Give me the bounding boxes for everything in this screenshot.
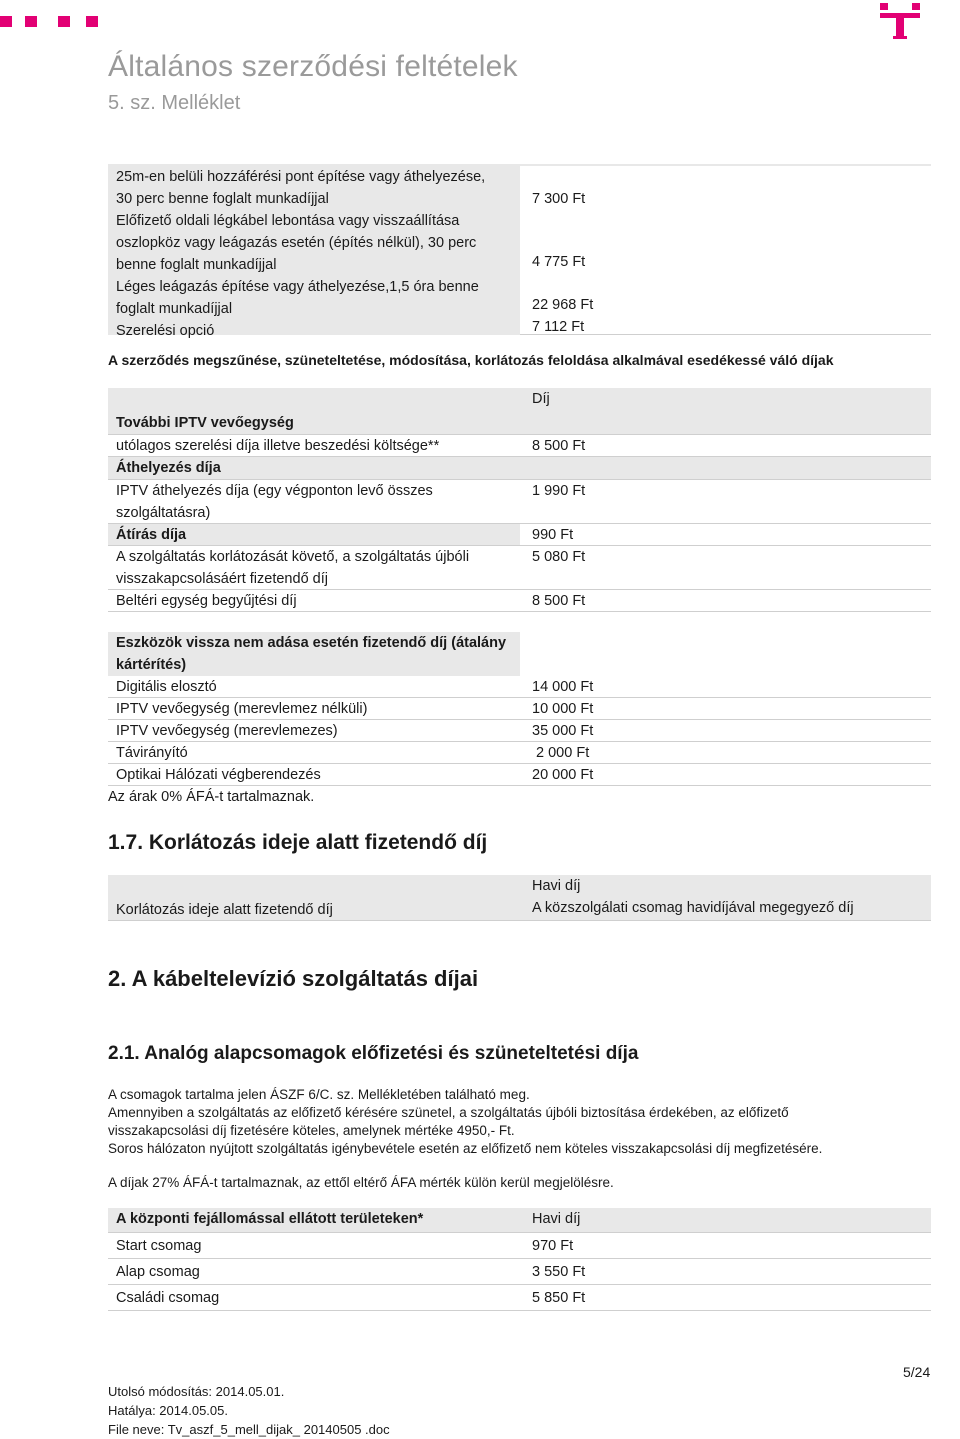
section-1-7-heading: 1.7. Korlátozás ideje alatt fizetendő díj — [108, 831, 488, 854]
document-subtitle: 5. sz. Melléklet — [108, 92, 241, 114]
package-name: Alap csomag — [116, 1264, 200, 1280]
installation-fees-table — [108, 164, 931, 339]
vat-paragraph: A díjak 27% ÁFÁ-t tartalmaznak, az ettől eltérő ÁFA mérték külön kerül megjelölésre. — [108, 1175, 614, 1190]
price: 5 080 Ft — [532, 549, 586, 565]
page-number: 5/24 — [903, 1364, 931, 1380]
device-name: IPTV vevőegység (merevlemez nélküli) — [116, 701, 368, 717]
vat-note: Az árak 0% ÁFÁ-t tartalmaznak. — [108, 789, 315, 805]
price: 4 775 Ft — [532, 254, 586, 270]
row-label: Áthelyezés díja — [116, 460, 221, 476]
column-header-fee: Díj — [532, 391, 550, 407]
brand-dot — [25, 16, 37, 27]
text-line: benne foglalt munkadíjjal — [116, 257, 277, 273]
text-line: Soros hálózaton nyújtott szolgáltatás igénybevétele esetén az előfizető nem köteles visszakapcsolási díj megfizetésére. — [108, 1141, 823, 1156]
price: 990 Ft — [520, 524, 931, 545]
device-name: IPTV vevőegység (merevlemezes) — [116, 723, 338, 739]
row-label: szolgáltatásra) — [116, 505, 211, 521]
text-line: Előfizető oldali légkábel lebontása vagy visszaállítása — [116, 213, 460, 229]
row-label: További IPTV vevőegység — [116, 415, 294, 431]
section-2-heading: 2. A kábeltelevízió szolgáltatás díjai — [108, 966, 479, 991]
price: 20 000 Ft — [532, 767, 594, 783]
price: 2 000 Ft — [532, 745, 590, 761]
fees-section-heading: A szerződés megszűnése, szüneteltetése, módosítása, korlátozás feloldása alkalmával esedékessé váló díjak — [108, 352, 834, 368]
price: 970 Ft — [532, 1238, 574, 1254]
row-label: Beltéri egység begyűjtési díj — [116, 593, 297, 609]
price: 3 550 Ft — [532, 1264, 586, 1280]
package-name: Családi csomag — [116, 1290, 220, 1306]
row-label: visszakapcsolásáért fizetendő díj — [116, 571, 328, 587]
package-name: Start csomag — [116, 1238, 202, 1254]
row-value: A közszolgálati csomag havidíjával megegyező díj — [532, 900, 854, 916]
row-label: utólagos szerelési díja illetve beszedési költsége** — [116, 438, 440, 454]
price: 5 850 Ft — [532, 1290, 586, 1306]
price: 7 300 Ft — [532, 191, 586, 207]
package-fees-table — [108, 1208, 931, 1311]
termination-fees-table — [108, 388, 931, 612]
row-label: Átírás díja — [116, 527, 187, 543]
price: 22 968 Ft — [532, 297, 594, 313]
brand-dot — [58, 16, 70, 27]
device-compensation-table — [108, 632, 931, 808]
device-name: Optikai Hálózati végberendezés — [116, 767, 321, 783]
telekom-t-logo-icon — [880, 3, 920, 41]
row-label: A szolgáltatás korlátozását követő, a szolgáltatás újbóli — [116, 549, 470, 565]
text-line: oszlopköz vagy leágazás esetén (építés nélkül), 30 perc — [116, 235, 477, 251]
text-line: Léges leágazás építése vagy áthelyezése,1,5 óra benne — [116, 279, 479, 295]
text-line: Amennyiben a szolgáltatás az előfizető kérésére szünetel, a szolgáltatás újbóli biztosítása érdekében, az előfizető — [108, 1105, 789, 1120]
text-line: A csomagok tartalma jelen ÁSZF 6/C. sz. Mellékletében található meg. — [108, 1087, 530, 1102]
text-line: Eszközök vissza nem adása esetén fizetendő díj (átalány — [116, 635, 507, 651]
brand-dot — [0, 16, 12, 27]
footer-modified: Utolsó módosítás: 2014.05.01. — [108, 1384, 285, 1399]
section-2-1-paragraph — [108, 1086, 928, 1158]
price: 10 000 Ft — [532, 701, 594, 717]
footer-filename: File neve: Tv_aszf_5_mell_dijak_ 20140505 .doc — [108, 1422, 390, 1437]
price: 14 000 Ft — [532, 679, 594, 695]
device-table-header — [108, 632, 520, 676]
text-line: Szerelési opció — [116, 323, 215, 339]
restriction-fee-table — [108, 875, 931, 921]
document-title: Általános szerződési feltételek — [108, 50, 518, 83]
text-line: 25m-en belüli hozzáférési pont építése vagy áthelyezése, — [116, 169, 486, 185]
text-line: 30 perc benne foglalt munkadíjjal — [116, 191, 329, 207]
row-label: IPTV áthelyezés díja (egy végponton levő összes — [116, 483, 433, 499]
installation-prices — [520, 166, 931, 335]
section-2-1-heading: 2.1. Analóg alapcsomagok előfizetési és szüneteltetési díja — [108, 1043, 639, 1064]
price: 8 500 Ft — [532, 438, 586, 454]
row-label: Korlátozás ideje alatt fizetendő díj — [116, 902, 333, 918]
column-header-area: A központi fejállomással ellátott területeken* — [116, 1211, 424, 1227]
column-header-monthly-fee: Havi díj — [532, 878, 581, 894]
brand-dot — [86, 16, 98, 27]
divider — [520, 334, 931, 335]
text-line: kártérítés) — [116, 657, 187, 673]
text-line: visszakapcsolási díj fizetésére köteles, amelynek mértéke 4950,- Ft. — [108, 1123, 515, 1138]
text-line: foglalt munkadíjjal — [116, 301, 233, 317]
device-name: Digitális elosztó — [116, 679, 217, 695]
price: 8 500 Ft — [532, 593, 586, 609]
column-header-monthly-fee: Havi díj — [532, 1211, 581, 1227]
installation-descriptions — [108, 166, 520, 342]
footer-effective: Hatálya: 2014.05.05. — [108, 1403, 228, 1418]
price: 35 000 Ft — [532, 723, 594, 739]
device-name: Távirányító — [116, 745, 188, 761]
price: 7 112 Ft — [532, 319, 585, 335]
price: 1 990 Ft — [532, 483, 586, 499]
